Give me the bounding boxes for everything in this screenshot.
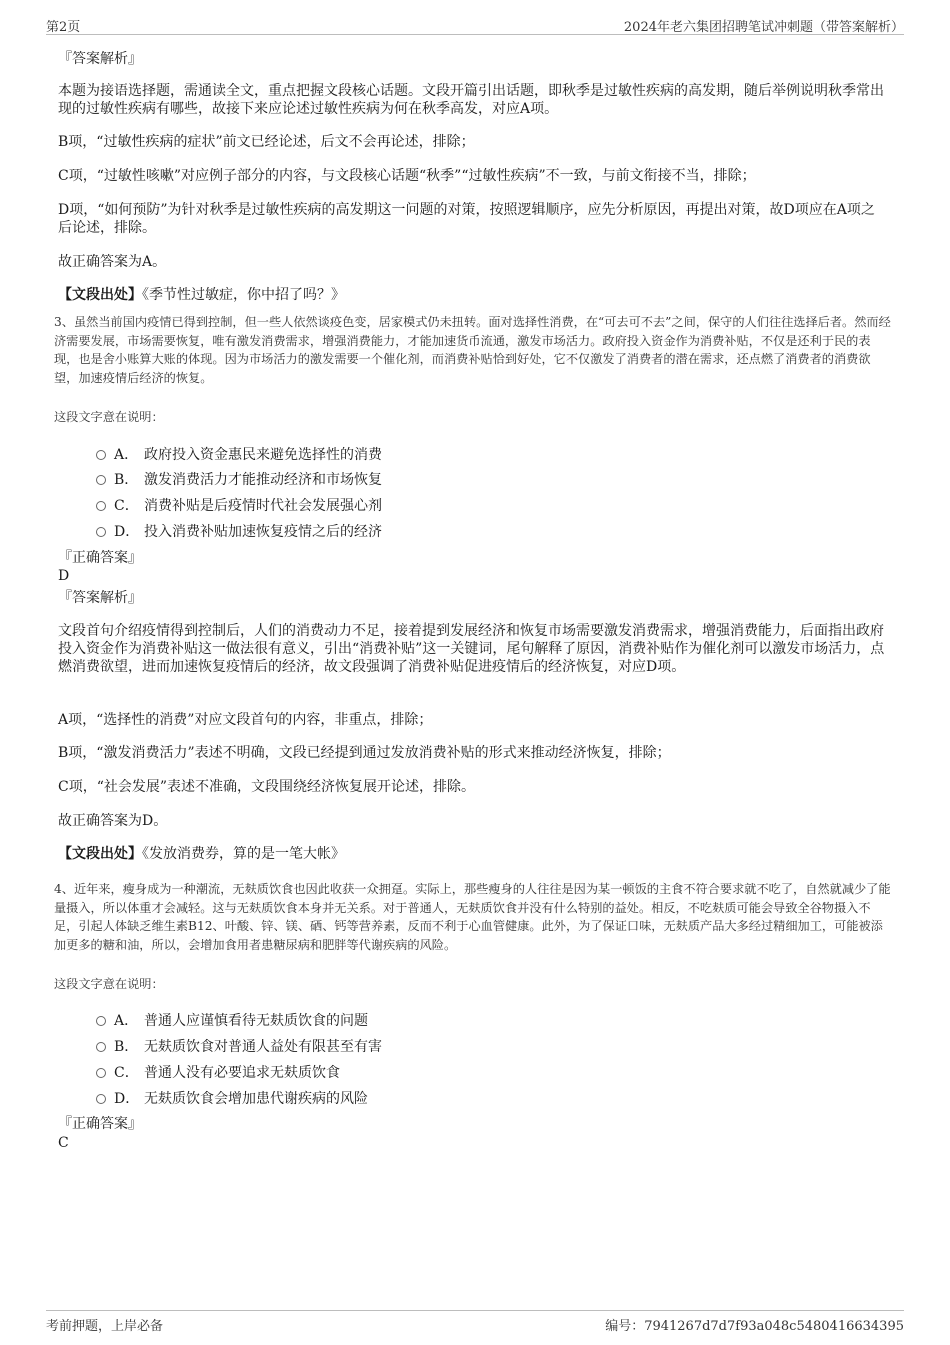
correct-answer: D — [58, 568, 70, 584]
option-text: 普通人应谨慎看待无麸质饮食的问题 — [144, 1013, 368, 1029]
correct-answer: C — [58, 1135, 69, 1151]
analysis-paragraph: B项，“激发消费活力”表述不明确，文段已经提到通过发放消费补贴的形式来推动经济恢复，排除； — [58, 745, 671, 761]
option-letter: D． — [114, 524, 140, 540]
question-prompt: 这段文字意在说明： — [54, 977, 164, 991]
analysis-paragraph: A项，“选择性的消费”对应文段首句的内容，非重点，排除； — [58, 712, 433, 728]
radio-icon[interactable] — [96, 501, 106, 511]
document-title: 2024年老六集团招聘笔试冲刺题（带答案解析） — [623, 20, 904, 35]
footer-slogan: 考前押题，上岸必备 — [46, 1319, 164, 1334]
page-header — [46, 14, 904, 35]
option-text: 普通人没有必要追求无麸质饮食 — [144, 1065, 340, 1081]
option-letter: A． — [114, 447, 139, 463]
option-text: 投入消费补贴加速恢复疫情之后的经济 — [144, 524, 382, 540]
option-letter: C． — [114, 498, 139, 514]
analysis-paragraph: D项，“如何预防”为针对秋季是过敏性疾病的高发期这一问题的对策，按照逻辑顺序，应先分析原因，再提出对策，故D项应在A项之后论述，排除。 — [58, 202, 875, 236]
option-a[interactable] — [96, 444, 796, 464]
option-a[interactable] — [96, 1010, 796, 1030]
option-letter: B． — [114, 472, 139, 488]
analysis-paragraph: 本题为接语选择题，需通读全文，重点把握文段核心话题。文段开篇引出话题，即秋季是过敏性疾病的高发期，随后举例说明秋季常出现的过敏性疾病有哪些，故接下来应论述过敏性疾病为何在秋季高发，对应A项。 — [58, 83, 884, 117]
option-b[interactable] — [96, 469, 796, 489]
correct-answer-heading: 『正确答案』 — [58, 1116, 142, 1132]
radio-icon[interactable] — [96, 1068, 106, 1078]
option-text: 无麸质饮食对普通人益处有限甚至有害 — [144, 1039, 382, 1055]
analysis-paragraph: B项，“过敏性疾病的症状”前文已经论述，后文不会再论述，排除； — [58, 134, 475, 150]
option-text: 激发消费活力才能推动经济和市场恢复 — [144, 472, 382, 488]
option-d[interactable] — [96, 521, 796, 541]
radio-icon[interactable] — [96, 450, 106, 460]
radio-icon[interactable] — [96, 527, 106, 537]
radio-icon[interactable] — [96, 1016, 106, 1026]
question-stem: 3、虽然当前国内疫情已得到控制，但一些人依然谈疫色变，居家模式仍未扭转。面对选择性消费，在“可去可不去”之间，保守的人们往往选择后者。然而经济需要发展，市场需要恢复，唯有激发消费需求，增强消费能力，才能加速货币流通，激发市场活力。政府投入资金作为消费补贴，不仅是还利于民的表现，也是舍小账算大账的体现。因为市场活力的激发需要一个催化剂，而消费补贴恰到好处，它不仅激发了消费者的潜在需求，还点燃了消费者的消费欲望，加速疫情后经济的恢复。 — [54, 315, 891, 385]
radio-icon[interactable] — [96, 1094, 106, 1104]
option-text: 无麸质饮食会增加患代谢疾病的风险 — [144, 1091, 368, 1107]
source-title: 《发放消费券，算的是一笔大帐》 — [142, 846, 345, 862]
answer-conclusion: 故正确答案为A。 — [58, 254, 167, 270]
source-line — [58, 845, 888, 863]
source-line — [58, 286, 888, 304]
option-d[interactable] — [96, 1088, 796, 1108]
radio-icon[interactable] — [96, 1042, 106, 1052]
analysis-paragraph: C项，“社会发展”表述不准确，文段围绕经济恢复展开论述，排除。 — [58, 779, 476, 795]
page-number: 第2页 — [46, 20, 81, 35]
question-stem: 4、近年来，瘦身成为一种潮流，无麸质饮食也因此收获一众拥趸。实际上，那些瘦身的人往往是因为某一顿饭的主食不符合要求就不吃了，自然就减少了能量摄入，所以体重才会减轻。这与无麸质饮食本身并无关系。对于普通人，无麸质饮食并没有什么特别的益处。相反，不吃麸质可能会导致全谷物摄入不足，引起人体缺乏维生素B12、叶酸、锌、镁、硒、钙等营养素，反而不利于心血管健康。此外，为了保证口味，无麸质产品大多经过精细加工，可能被添加更多的糖和油，所以，会增加食用者患糖尿病和肥胖等代谢疾病的风险。 — [54, 882, 891, 952]
question-prompt: 这段文字意在说明： — [54, 410, 164, 424]
source-label: 【文段出处】 — [58, 846, 142, 862]
option-c[interactable] — [96, 1062, 796, 1082]
answer-conclusion: 故正确答案为D。 — [58, 813, 168, 829]
page-footer — [46, 1310, 904, 1333]
correct-answer-heading: 『正确答案』 — [58, 550, 142, 566]
option-b[interactable] — [96, 1036, 796, 1056]
analysis-paragraph: 文段首句介绍疫情得到控制后，人们的消费动力不足，接着提到发展经济和恢复市场需要激发消费需求，增强消费能力，后面指出政府投入资金作为消费补贴这一做法很有意义，引出“消费补贴”这一关键词，尾句解释了原因，消费补贴作为催化剂可以激发市场活力，点燃消费欲望，进而加速恢复疫情后的经济，故文段强调了消费补贴促进疫情后的经济恢复，对应D项。 — [58, 623, 885, 675]
option-c[interactable] — [96, 495, 796, 515]
analysis-heading: 『答案解析』 — [58, 590, 142, 606]
document-id: 编号：7941267d7d7f93a048c5480416634395 — [605, 1319, 904, 1334]
source-title: 《季节性过敏症，你中招了吗？》 — [142, 287, 345, 303]
source-label: 【文段出处】 — [58, 287, 142, 303]
option-letter: B． — [114, 1039, 139, 1055]
option-letter: C． — [114, 1065, 139, 1081]
option-text: 政府投入资金惠民来避免选择性的消费 — [144, 447, 382, 463]
option-letter: A． — [114, 1013, 139, 1029]
analysis-paragraph: C项，“过敏性咳嗽”对应例子部分的内容，与文段核心话题“秋季”“过敏性疾病”不一致，与前文衔接不当，排除； — [58, 168, 756, 184]
analysis-heading: 『答案解析』 — [58, 51, 142, 67]
option-letter: D． — [114, 1091, 140, 1107]
radio-icon[interactable] — [96, 475, 106, 485]
option-text: 消费补贴是后疫情时代社会发展强心剂 — [144, 498, 382, 514]
